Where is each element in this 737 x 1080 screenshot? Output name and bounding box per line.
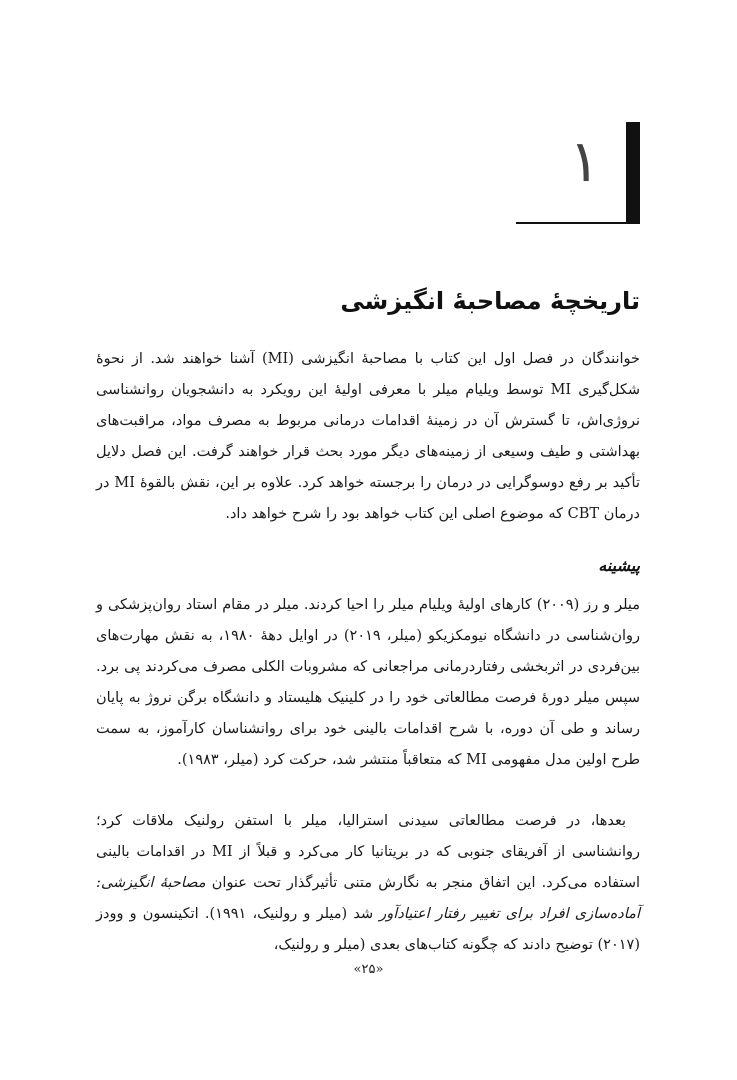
chapter-number: ۱ xyxy=(568,127,600,195)
chapter-vertical-bar xyxy=(626,122,640,224)
background-paragraph-1-text: میلر و رز (۲۰۰۹) کارهای اولیهٔ ویلیام میلر را احیا کردند. میلر در مقام استاد روان‌پزشکی و روان‌شناسی در دانشگاه نیومکزیکو (میلر، ۲۰۱۹) در اوایل دههٔ ۱۹۸۰، به نقش مهارت‌های بین‌فردی در اثربخشی رفتاردرمانی مراجعانی که مشروبات الکلی مصرف می‌کردند پی برد. سپس میلر دورهٔ فرصت مطالعاتی خود را در کلینیک هلیستاد و دانشگاه برگن نروژ به پایان رساند و طی آن دوره، با شرح اقدامات بالینی خود برای روانشناسان کارآموز، به سمت طرح اولین مدل مفهومی MI که متعاقباً منتشر شد، حرکت کرد (میلر، ۱۹۸۳). xyxy=(96,597,641,768)
background-paragraph-2 xyxy=(96,806,640,961)
paragraph-2-end: شد (میلر و رولنیک، ۱۹۹۱). اتکینسون و وودز (۲۰۱۷) توضیح دادند که چگونه کتاب‌های بعدی (میلر و رولنیک، xyxy=(96,906,640,953)
book-title-italic: مصاحبهٔ انگیزشی: آماده‌سازی افراد برای تغییر رفتار اعتیادآور xyxy=(96,875,640,922)
chapter-title: تاریخچهٔ مصاحبهٔ انگیزشی xyxy=(340,287,640,315)
chapter-number-block xyxy=(516,122,640,224)
section-heading: پیشینه xyxy=(598,556,640,575)
background-paragraph-1 xyxy=(96,590,640,776)
intro-paragraph xyxy=(96,344,640,530)
intro-paragraph-text: خوانندگان در فصل اول این کتاب با مصاحبهٔ انگیزشی (MI) آشنا خواهند شد. از نحوهٔ شکل‌گیری MI توسط ویلیام میلر با معرفی اولیهٔ این رویکرد به دانشجویان روانشناسی نروژی‌اش، تا گسترش آن در زمینهٔ اقدامات درمانی مربوط به مصرف مواد، مراقبت‌های بهداشتی و طیف وسیعی از زمینه‌های دیگر مورد بحث قرار خواهند گرفت. این فصل دلایل تأکید بر رفع دوسوگرایی در درمان را برجسته خواهد کرد. علاوه بر این، نقش بالقوهٔ MI در درمان CBT که موضوع اصلی این کتاب خواهد بود را شرح خواهد داد. xyxy=(96,351,640,522)
chapter-horizontal-rule xyxy=(516,222,640,224)
paragraph-2-start: بعدها، در فرصت مطالعاتی سیدنی استرالیا، میلر با استفن رولنیک ملاقات کرد؛ روانشناسی از آفریقای جنوبی که در بریتانیا کار می‌کرد و قبلاً از MI در اقدامات بالینی استفاده می‌کرد. این اتفاق منجر به نگارش متنی تأثیرگذار تحت عنوان xyxy=(96,813,640,891)
background-paragraph-2-text xyxy=(96,806,640,961)
page-number: «۲۵» xyxy=(353,962,384,977)
